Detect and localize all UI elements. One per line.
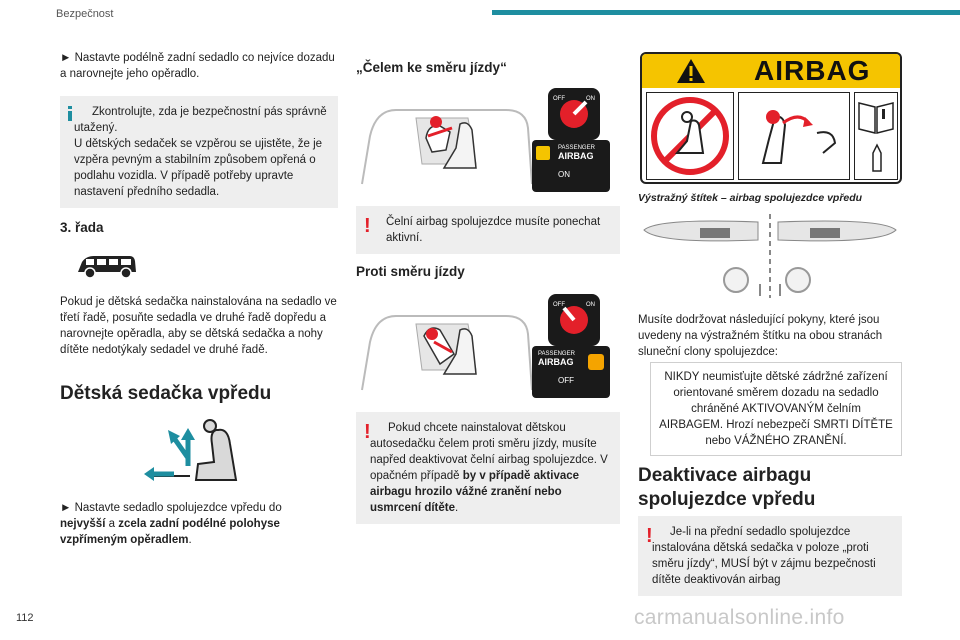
label-panel-airbag-deploy xyxy=(738,92,850,180)
front-step-text: ► Nastavte sedadlo spolujezdce vpředu do xyxy=(60,502,282,514)
warning-box-deactivate xyxy=(638,516,902,596)
knob-on-text: ON xyxy=(586,96,595,102)
front-step-bold-1: nejvyšší xyxy=(60,518,106,530)
section-title: Bezpečnost xyxy=(56,8,114,20)
seat-adjust-icon xyxy=(144,418,244,486)
airbag-label-2: AIRBAG xyxy=(538,357,574,367)
airbag-deploy-icon xyxy=(739,93,849,179)
passenger-airbag-on-indicator xyxy=(532,140,610,192)
warning-box-rear xyxy=(356,412,620,524)
info-box-seatbelt xyxy=(60,96,338,208)
warning-exclamation-icon-3: ! xyxy=(646,525,653,547)
warning-rear-text xyxy=(370,420,610,516)
airbag-label: AIRBAG xyxy=(558,151,594,161)
airbag-warning-icon xyxy=(536,146,550,160)
switch-off-label: OFF xyxy=(558,376,574,385)
page-number: 112 xyxy=(16,612,34,624)
sun-visor-label-illustration xyxy=(638,208,902,304)
airbag-off-warning-icon xyxy=(588,354,604,370)
warning-box-forward xyxy=(356,206,620,254)
framed-warning xyxy=(650,362,902,456)
rear-facing-heading: Proti směru jízdy xyxy=(356,264,465,279)
warning-rear-bold: by v případě aktivace airbagu hrozilo vážné zranění nebo usmrcení dítěte xyxy=(370,470,580,514)
forward-facing-heading: „Čelem ke směru jízdy“ xyxy=(356,60,507,75)
van-icon xyxy=(76,252,138,282)
front-step-bold-2: zcela zadní podélné polohyse vzpřímeným opěradlem xyxy=(60,518,280,546)
warning-rear-part1: Pokud chcete nainstalovat dětskou autosedačku čelem proti směru jízdy, musíte napřed deaktivovat čelní airbag spolujezdce. V opačném případě xyxy=(370,422,608,482)
passenger-label-2: PASSENGER xyxy=(538,351,575,357)
knob-on-text-2: ON xyxy=(586,302,595,308)
airbag-label-caption: Výstražný štítek – airbag spolujezdce vpředu xyxy=(638,192,863,204)
warning-forward-text: Čelní airbag spolujezdce musíte ponechat aktivní. xyxy=(386,216,601,244)
front-seat-step xyxy=(60,500,338,548)
label-panel-read-manual xyxy=(854,92,898,180)
airbag-knob-on-icon xyxy=(548,88,600,140)
watermark: carmanualsonline.info xyxy=(634,606,845,629)
instructions-intro: Musíte dodržovat následující pokyny, které jsou uvedeny na výstražném štítku na obou stranách sluneční clony spolujezdce: xyxy=(638,314,883,358)
airbag-big-label: AIRBAG xyxy=(754,55,871,86)
front-step-a: a xyxy=(105,518,119,530)
rear-seat-car-illustration xyxy=(356,294,536,404)
header-accent-bar xyxy=(492,10,960,15)
airbag-label-header xyxy=(642,54,902,88)
airbag-knob-off-icon xyxy=(548,294,600,346)
warning-exclamation-icon-2: ! xyxy=(364,421,371,443)
knob-off-text: OFF xyxy=(553,96,565,102)
row3-text: Pokud je dětská sedačka nainstalována na sedadlo ve třetí řadě, posuňte sedadla ve druhé řadě dopředu a narovnejte opěradla, aby se dětská sedačka a nohy dítěte nedotýkaly sedadel ve druhé řadě. xyxy=(60,296,337,356)
label-panel-prohibited xyxy=(646,92,734,180)
no-rear-facing-seat-icon xyxy=(647,93,733,179)
knob-off-text-2: OFF xyxy=(553,302,565,308)
warning-deactivate-text: Je-li na přední sedadlo spolujezdce instalována dětská sedačka v poloze „proti směru jízdy“, MUSÍ být v zájmu bezpečnosti dítěte deaktivován airbag xyxy=(652,526,876,586)
info-line-1: Zkontrolujte, zda je bezpečnostní pás správně utažený. xyxy=(74,106,327,134)
warning-rear-end: . xyxy=(455,502,459,514)
front-step-end: . xyxy=(188,534,192,546)
forward-seat-car-illustration xyxy=(356,88,536,198)
info-line-2: U dětských sedaček se vzpěrou se ujistěte, že je vzpěra pevným a stabilním způsobem opřená o podlahu vozidla. V případě potřeby upravte nastavení předního sedadla. xyxy=(74,138,323,198)
row3-heading: 3. řada xyxy=(60,220,104,235)
passenger-label: PASSENGER xyxy=(558,145,595,151)
front-seat-heading: Dětská sedačka vpředu xyxy=(60,383,272,404)
read-manual-icon xyxy=(855,93,897,179)
airbag-warning-label xyxy=(640,52,902,184)
framed-warning-text: NIKDY neumisťujte dětské zádržné zařízení orientované směrem dozadu na sedadlo chráněné AKTIVOVANÝM čelním AIRBAGEM. Hrozí nebezpečí SMRTI DÍTĚTE nebo VÁŽNÉHO ZRANĚNÍ. xyxy=(659,371,893,447)
deactivate-airbag-heading: Deaktivace airbagu spolujezdce vpředu xyxy=(638,465,816,510)
switch-on-label: ON xyxy=(558,170,570,179)
step-move-rear-seat: ► Nastavte podélně zadní sedadlo co nejvíce dozadu a narovnejte jeho opěradlo. xyxy=(60,52,335,80)
warning-exclamation-icon: ! xyxy=(364,215,371,237)
info-icon xyxy=(68,106,72,120)
warning-triangle-icon xyxy=(676,58,706,84)
passenger-airbag-off-indicator xyxy=(532,346,610,398)
